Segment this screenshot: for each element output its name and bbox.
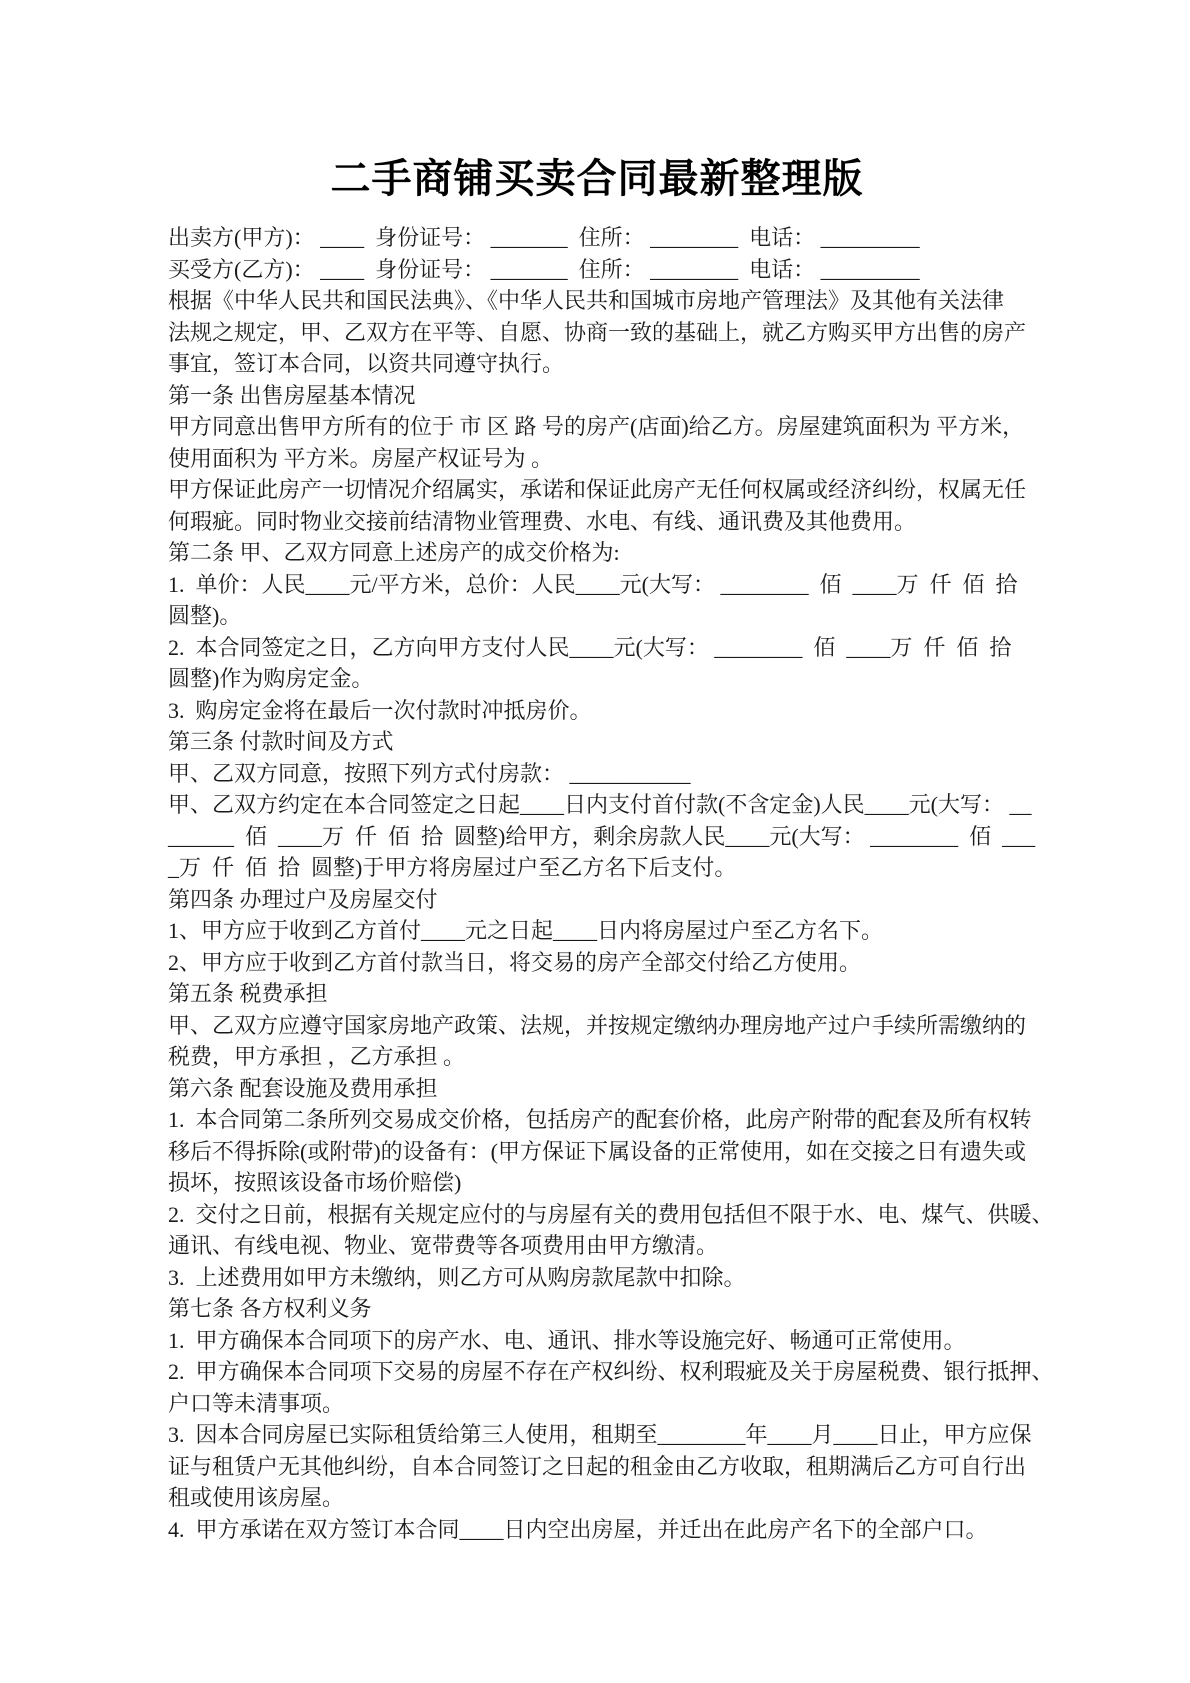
document-line: 税费，甲方承担 ，乙方承担 。 xyxy=(168,1044,466,1069)
document-line: 2. 甲方确保本合同项下交易的房屋不存在产权纠纷、权利瑕疵及关于房屋税费、银行抵押、 xyxy=(168,1359,1054,1384)
document-line: 证与租赁户无其他纠纷，自本合同签订之日起的租金由乙方收取，租期满后乙方可自行出 xyxy=(168,1453,1027,1479)
document-line: 甲方保证此房产一切情况介绍属实，承诺和保证此房产无任何权属或经济纠纷，权属无任 xyxy=(168,477,1027,502)
document-line: 移后不得拆除(或附带)的设备有：(甲方保证下属设备的正常使用，如在交接之日有遗失或 xyxy=(168,1138,1026,1164)
document-line: 租或使用该房屋。 xyxy=(168,1485,345,1510)
document-line: 第四条 办理过户及房屋交付 xyxy=(168,886,438,912)
document-line: 1、甲方应于收到乙方首付____元之日起____日内将房屋过户至乙方名下。 xyxy=(168,918,884,943)
document-line: 2. 交付之日前，根据有关规定应付的与房屋有关的费用包括但不限于水、电、煤气、供暖、 xyxy=(168,1201,1054,1227)
document-line: 户口等未清事项。 xyxy=(168,1390,345,1416)
document-line: 2、甲方应于收到乙方首付款当日，将交易的房产全部交付给乙方使用。 xyxy=(168,949,862,975)
document-line: _万 仟 佰 拾 圆整)于甲方将房屋过户至乙方名下后支付。 xyxy=(168,855,737,880)
document-line: 损坏，按照该设备市场价赔偿) xyxy=(168,1170,462,1195)
document-line: ______ 佰 ____万 仟 佰 拾 圆整)给甲方，剩余房款人民____元(大写： ________ 佰 ___ xyxy=(168,823,1036,849)
document-line: 第七条 各方权利义务 xyxy=(168,1296,372,1321)
document-line: 1. 单价：人民____元/平方米，总价：人民____元(大写： ________ 佰 ____万 仟 佰 拾 xyxy=(168,571,1018,597)
document-line: 4. 甲方承诺在双方签订本合同____日内空出房屋，并迁出在此房产名下的全部户口。 xyxy=(168,1516,988,1542)
document-line: 事宜，签订本合同，以资共同遵守执行。 xyxy=(168,351,565,376)
document-line: 3. 购房定金将在最后一次付款时冲抵房价。 xyxy=(168,697,592,723)
document-line: 圆整)作为购房定金。 xyxy=(168,666,374,691)
document-line: 甲、乙双方约定在本合同签定之日起____日内支付首付款(不含定金)人民____元(大写： __ xyxy=(168,792,1032,817)
document-title: 二手商铺买卖合同最新整理版 xyxy=(330,157,864,201)
document-line: 甲、乙双方同意，按照下列方式付房款： ___________ xyxy=(168,760,691,786)
document-line: 3. 因本合同房屋已实际租赁给第三人使用，租期至________年____月____日止，甲方应保 xyxy=(168,1422,1032,1447)
document-body xyxy=(168,222,1054,1545)
document-line: 1. 甲方确保本合同项下的房产水、电、通讯、排水等设施完好、畅通可正常使用。 xyxy=(168,1327,966,1353)
document-line: 法规之规定，甲、乙双方在平等、自愿、协商一致的基础上，就乙方购买甲方出售的房产 xyxy=(168,319,1027,345)
document-line: 通讯、有线电视、物业、宽带费等各项费用由甲方缴清。 xyxy=(168,1233,719,1258)
document-line: 第一条 出售房屋基本情况 xyxy=(168,382,416,408)
document-line: 使用面积为 平方米。房屋产权证号为 。 xyxy=(168,445,554,471)
document-line: 买受方(乙方)： ____ 身份证号： _______ 住所： ________ 电话： _________ xyxy=(168,256,920,282)
contract-content xyxy=(168,156,1054,1545)
document-line: 3. 上述费用如甲方未缴纳，则乙方可从购房款尾款中扣除。 xyxy=(168,1264,746,1290)
document-line: 第三条 付款时间及方式 xyxy=(168,729,394,754)
document-line: 甲、乙双方应遵守国家房地产政策、法规，并按规定缴纳办理房地产过户手续所需缴纳的 xyxy=(168,1012,1027,1038)
document-line: 甲方同意出售甲方所有的位于 市 区 路 号的房产(店面)给乙方。房屋建筑面积为 平方米， xyxy=(168,414,1025,439)
document-line: 第二条 甲、乙双方同意上述房产的成交价格为: xyxy=(168,540,620,565)
document-line: 出卖方(甲方)： ____ 身份证号： _______ 住所： ________ 电话： _________ xyxy=(168,225,920,250)
document-line: 2. 本合同签定之日，乙方向甲方支付人民____元(大写： ________ 佰 ____万 仟 佰 拾 xyxy=(168,634,1012,660)
document-line: 第六条 配套设施及费用承担 xyxy=(168,1075,438,1101)
document-line: 根据《中华人民共和国民法典》、《中华人民共和国城市房地产管理法》及其他有关法律 xyxy=(168,288,1005,313)
document-line: 何瑕疵。同时物业交接前结清物业管理费、水电、有线、通讯费及其他费用。 xyxy=(168,508,917,534)
document-line: 1. 本合同第二条所列交易成交价格，包括房产的配套价格，此房产附带的配套及所有权转 xyxy=(168,1107,1032,1132)
document-line: 圆整)。 xyxy=(168,603,242,628)
document-line: 第五条 税费承担 xyxy=(168,981,328,1006)
